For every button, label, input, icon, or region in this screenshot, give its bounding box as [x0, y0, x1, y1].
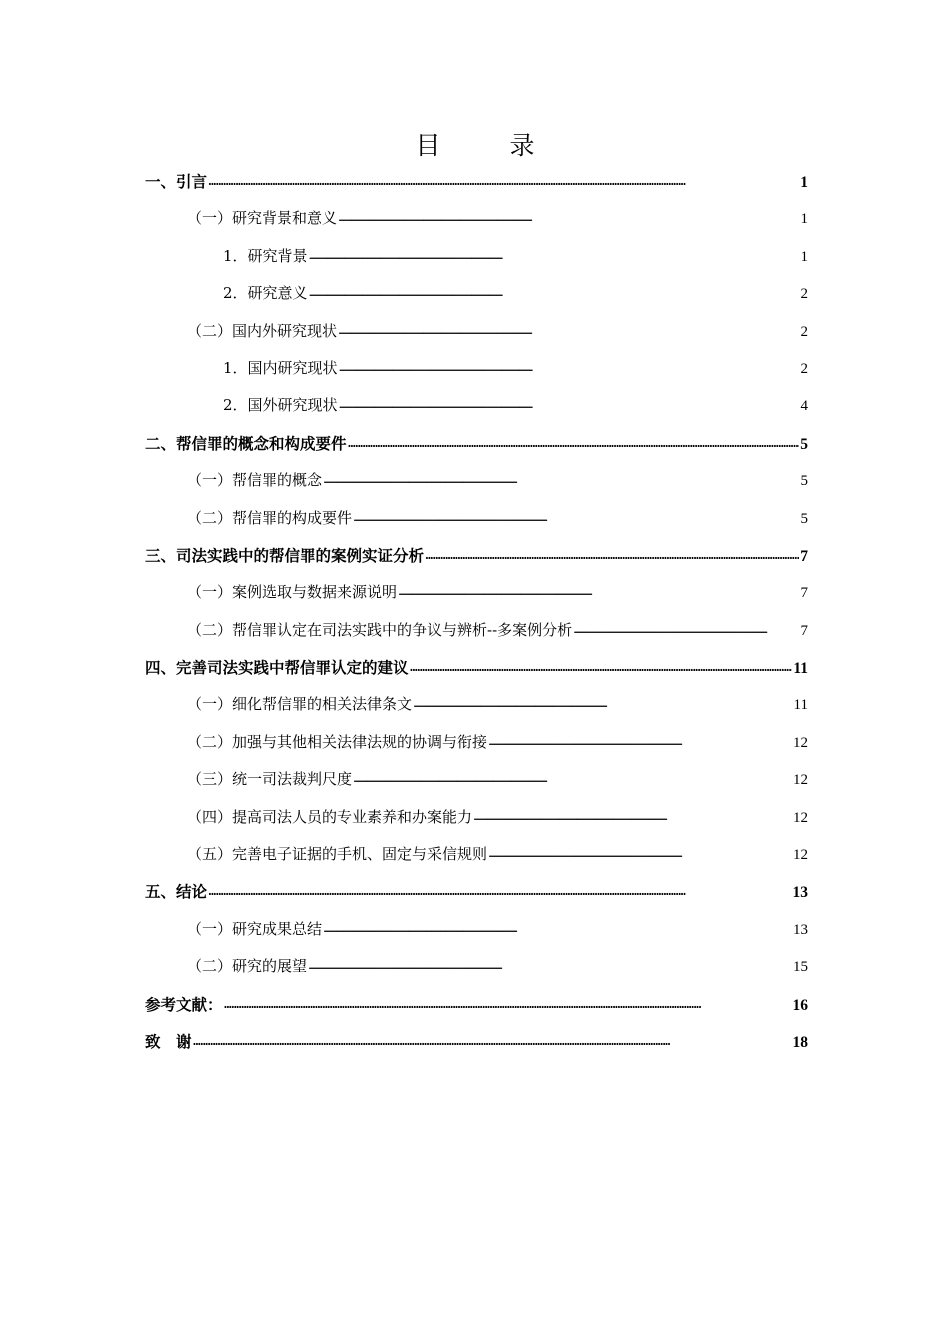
- toc-entry-page: 5: [800, 510, 808, 527]
- toc-entry[interactable]: [145, 948, 808, 985]
- toc-entry[interactable]: [145, 836, 808, 873]
- toc-entry-text: （三）统一司法裁判尺度: [187, 770, 353, 789]
- toc-entry[interactable]: [145, 387, 808, 424]
- toc-entry-page: 11: [793, 660, 808, 678]
- toc-entry[interactable]: [145, 574, 808, 611]
- toc-entry[interactable]: [145, 462, 808, 499]
- toc-entry-page: 4: [800, 398, 808, 415]
- toc-entry-text: 1．国内研究现状: [223, 358, 338, 377]
- toc-entry[interactable]: [145, 686, 808, 723]
- toc-entry-page: 16: [792, 996, 808, 1014]
- toc-entry[interactable]: [145, 761, 808, 798]
- dot-leader: [488, 732, 792, 747]
- toc-entry-page: 12: [793, 847, 808, 864]
- dot-leader: [309, 246, 800, 261]
- toc-entry[interactable]: [145, 537, 808, 574]
- toc-entry-page: 1: [800, 248, 808, 265]
- toc-entry-text: 参考文献：: [145, 994, 223, 1014]
- dot-leader: [398, 582, 799, 597]
- dot-leader: [413, 694, 793, 709]
- toc-entry-page: 7: [800, 622, 808, 639]
- toc-entry[interactable]: [145, 350, 808, 387]
- dot-leader: [323, 919, 792, 934]
- toc-entry-text: 2．国外研究现状: [223, 396, 338, 415]
- dot-leader: [338, 321, 799, 336]
- toc-entry[interactable]: [145, 1023, 808, 1060]
- toc-entry-page: 5: [800, 473, 808, 490]
- dot-leader: [208, 882, 791, 898]
- dot-leader: [208, 172, 799, 188]
- toc-entry-text: 一、引言: [145, 172, 208, 191]
- toc-entry-text: 四、完善司法实践中帮信罪认定的建议: [145, 658, 409, 678]
- toc-entry-text: 二、帮信罪的概念和构成要件: [145, 433, 347, 453]
- dot-leader: [339, 395, 800, 410]
- toc-entry-page: 13: [792, 884, 808, 902]
- toc-entry-text: （一）研究成果总结: [187, 919, 323, 938]
- toc-entry-text: （一）帮信罪的概念: [187, 471, 323, 490]
- toc-entry[interactable]: [145, 200, 808, 237]
- dot-leader: [339, 358, 800, 373]
- toc-entry-page: 12: [793, 734, 808, 751]
- dot-leader: [353, 769, 792, 784]
- toc-entry[interactable]: [145, 163, 808, 200]
- toc-entry-text: （二）帮信罪认定在司法实践中的争议与辨析--多案例分析: [187, 620, 573, 639]
- dot-leader: [410, 658, 793, 674]
- dot-leader: [338, 208, 799, 223]
- toc-entry-page: 2: [800, 360, 808, 377]
- toc-entry[interactable]: [145, 799, 808, 836]
- toc-entry-text: 致 谢: [145, 1031, 192, 1051]
- toc-entry[interactable]: [145, 425, 808, 462]
- toc-entry-page: 7: [800, 585, 808, 602]
- toc-entry[interactable]: [145, 986, 808, 1023]
- toc-entry[interactable]: [145, 238, 808, 275]
- toc-entry-text: （二）加强与其他相关法律法规的协调与衔接: [187, 732, 488, 751]
- toc-entry-text: 三、司法实践中的帮信罪的案例实证分析: [145, 545, 425, 565]
- toc-entry-text: （一）研究背景和意义: [187, 209, 338, 228]
- toc-entry-page: 1: [800, 211, 808, 228]
- toc-entry-text: （二）国内外研究现状: [187, 321, 338, 340]
- page-title: 目 录: [415, 131, 557, 160]
- toc-entry-page: 1: [800, 174, 808, 191]
- dot-leader: [353, 508, 799, 523]
- toc-entry-text: 五、结论: [145, 882, 208, 902]
- toc-entry[interactable]: [145, 649, 808, 686]
- toc-entry[interactable]: [145, 724, 808, 761]
- toc-entry-text: （四）提高司法人员的专业素养和办案能力: [187, 807, 473, 826]
- toc-entry-page: 2: [800, 323, 808, 340]
- toc-list: [145, 163, 808, 1060]
- toc-entry[interactable]: [145, 911, 808, 948]
- toc-entry-page: 18: [792, 1033, 808, 1051]
- dot-leader: [193, 1031, 792, 1047]
- toc-entry-page: 15: [793, 959, 808, 976]
- toc-entry-page: 11: [793, 697, 808, 714]
- toc-entry[interactable]: [145, 275, 808, 312]
- toc-entry-page: 7: [800, 547, 808, 565]
- toc-entry-text: （二）研究的展望: [187, 957, 308, 976]
- toc-entry[interactable]: [145, 873, 808, 910]
- toc-entry-text: 2．研究意义: [223, 284, 308, 303]
- dot-leader: [573, 620, 799, 635]
- toc-entry[interactable]: [145, 313, 808, 350]
- toc-entry-page: 5: [800, 435, 808, 453]
- toc-entry-page: 13: [793, 921, 808, 938]
- toc-entry[interactable]: [145, 612, 808, 649]
- toc-entry-text: （二）帮信罪的构成要件: [187, 508, 353, 527]
- dot-leader: [323, 470, 799, 485]
- dot-leader: [309, 283, 800, 298]
- toc-entry-text: （五）完善电子证据的手机、固定与采信规则: [187, 845, 488, 864]
- dot-leader: [473, 807, 792, 822]
- dot-leader: [348, 433, 800, 449]
- toc-entry-page: 12: [793, 772, 808, 789]
- dot-leader: [308, 956, 792, 971]
- dot-leader: [488, 844, 792, 859]
- dot-leader: [425, 545, 799, 561]
- dot-leader: [224, 994, 792, 1010]
- toc-entry-text: （一）案例选取与数据来源说明: [187, 583, 398, 602]
- toc-entry-page: 2: [800, 286, 808, 303]
- toc-entry-text: （一）细化帮信罪的相关法律条文: [187, 695, 413, 714]
- toc-entry-page: 12: [793, 809, 808, 826]
- toc-entry-text: 1．研究背景: [223, 246, 308, 265]
- toc-entry[interactable]: [145, 500, 808, 537]
